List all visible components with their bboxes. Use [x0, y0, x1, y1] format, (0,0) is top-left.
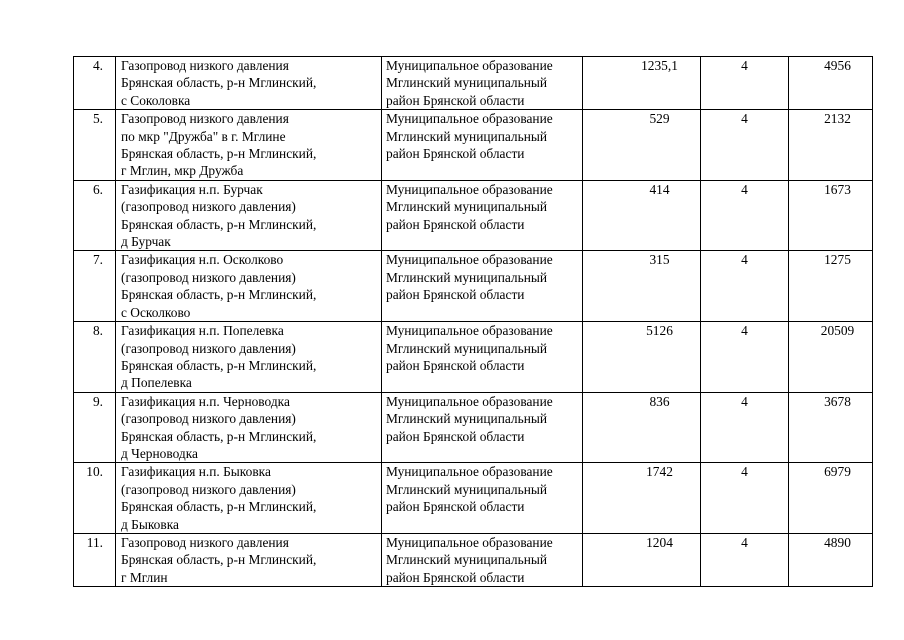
owner-line: Муниципальное образование [386, 111, 553, 127]
volume-cell: 2132 [789, 110, 873, 181]
owner-cell [382, 533, 583, 586]
row-number-cell: 7. [74, 251, 116, 322]
owner-line: Муниципальное образование [386, 464, 553, 480]
owner-cell [382, 322, 583, 393]
table-row [74, 251, 873, 322]
table-row [74, 533, 873, 586]
length-cell: 1235,1 [583, 57, 701, 110]
object-name-line: г Мглин, мкр Дружба [121, 163, 244, 179]
volume-cell: 6979 [789, 463, 873, 534]
length-cell: 529 [583, 110, 701, 181]
object-name-line: Газификация н.п. Осколково [121, 252, 284, 268]
row-number-cell: 10. [74, 463, 116, 534]
owner-line: Мглинский муниципальный [386, 75, 548, 91]
length-cell: 315 [583, 251, 701, 322]
owner-line: Муниципальное образование [386, 252, 553, 268]
volume-cell: 20509 [789, 322, 873, 393]
owner-line: Муниципальное образование [386, 393, 553, 409]
object-name-line: с Соколовка [121, 92, 191, 108]
owner-line: район Брянской области [386, 569, 525, 585]
owner-line: Мглинский муниципальный [386, 199, 548, 215]
object-name-line: по мкр "Дружба" в г. Мглине [121, 128, 286, 144]
row-number-cell: 11. [74, 533, 116, 586]
object-name-line: (газопровод низкого давления) [121, 199, 296, 215]
owner-line: Мглинский муниципальный [386, 481, 548, 497]
object-name-line: Брянская область, р-н Мглинский, [121, 75, 317, 91]
owner-line: район Брянской области [386, 287, 525, 303]
owner-cell [382, 110, 583, 181]
table-row [74, 392, 873, 463]
object-name-cell [116, 322, 382, 393]
owner-line: Муниципальное образование [386, 58, 553, 73]
row-number-cell: 5. [74, 110, 116, 181]
object-name-line: д Попелевка [121, 375, 192, 391]
object-name-line: с Осколково [121, 304, 191, 320]
object-name-line: Брянская область, р-н Мглинский, [121, 428, 317, 444]
pressure-cell: 4 [701, 322, 789, 393]
document-table [73, 56, 873, 587]
length-cell: 1204 [583, 533, 701, 586]
object-name-line: д Черноводка [121, 445, 198, 461]
owner-line: район Брянской области [386, 357, 525, 373]
object-name-line: Брянская область, р-н Мглинский, [121, 552, 317, 568]
object-name-cell [116, 180, 382, 251]
owner-cell [382, 392, 583, 463]
pressure-cell: 4 [701, 180, 789, 251]
volume-cell: 4956 [789, 57, 873, 110]
object-name-line: Брянская область, р-н Мглинский, [121, 216, 317, 232]
row-number-cell: 9. [74, 392, 116, 463]
object-name-cell [116, 533, 382, 586]
owner-line: Муниципальное образование [386, 323, 553, 339]
object-name-line: Газификация н.п. Черноводка [121, 393, 290, 409]
owner-line: район Брянской области [386, 428, 525, 444]
owner-line: Мглинский муниципальный [386, 340, 548, 356]
object-name-line: Газопровод низкого давления [121, 111, 289, 127]
volume-cell: 4890 [789, 533, 873, 586]
object-name-line: Брянская область, р-н Мглинский, [121, 499, 317, 515]
object-name-line: г Мглин [121, 569, 168, 585]
object-name-line: Газопровод низкого давления [121, 58, 289, 73]
owner-line: район Брянской области [386, 146, 525, 162]
owner-cell [382, 180, 583, 251]
volume-cell: 3678 [789, 392, 873, 463]
pressure-cell: 4 [701, 392, 789, 463]
object-name-line: (газопровод низкого давления) [121, 269, 296, 285]
table-row [74, 57, 873, 110]
table-row [74, 463, 873, 534]
object-name-line: (газопровод низкого давления) [121, 481, 296, 497]
owner-line: район Брянской области [386, 92, 525, 108]
owner-line: Муниципальное образование [386, 181, 553, 197]
row-number-cell: 6. [74, 180, 116, 251]
object-name-line: Брянская область, р-н Мглинский, [121, 287, 317, 303]
owner-line: Мглинский муниципальный [386, 552, 548, 568]
object-name-cell [116, 57, 382, 110]
object-name-line: Газификация н.п. Попелевка [121, 323, 284, 339]
object-name-line: (газопровод низкого давления) [121, 340, 296, 356]
owner-line: Мглинский муниципальный [386, 128, 548, 144]
object-name-cell [116, 463, 382, 534]
owner-line: Муниципальное образование [386, 534, 553, 550]
object-name-cell [116, 110, 382, 181]
object-name-cell [116, 251, 382, 322]
owner-cell [382, 251, 583, 322]
object-name-line: д Бурчак [121, 234, 171, 250]
owner-line: Мглинский муниципальный [386, 269, 548, 285]
pressure-cell: 4 [701, 533, 789, 586]
object-name-cell [116, 392, 382, 463]
volume-cell: 1673 [789, 180, 873, 251]
table-body [74, 57, 873, 587]
object-name-line: Брянская область, р-н Мглинский, [121, 146, 317, 162]
owner-line: Мглинский муниципальный [386, 411, 548, 427]
pressure-cell: 4 [701, 251, 789, 322]
row-number-cell: 4. [74, 57, 116, 110]
owner-cell [382, 57, 583, 110]
length-cell: 836 [583, 392, 701, 463]
volume-cell: 1275 [789, 251, 873, 322]
pressure-cell: 4 [701, 57, 789, 110]
row-number-cell: 8. [74, 322, 116, 393]
object-name-line: Газификация н.п. Бурчак [121, 181, 263, 197]
length-cell: 1742 [583, 463, 701, 534]
owner-cell [382, 463, 583, 534]
object-name-line: Газопровод низкого давления [121, 534, 289, 550]
pressure-cell: 4 [701, 110, 789, 181]
table-row [74, 322, 873, 393]
pressure-cell: 4 [701, 463, 789, 534]
object-name-line: Брянская область, р-н Мглинский, [121, 357, 317, 373]
owner-line: район Брянской области [386, 499, 525, 515]
object-name-line: (газопровод низкого давления) [121, 411, 296, 427]
owner-line: район Брянской области [386, 216, 525, 232]
table-row [74, 110, 873, 181]
length-cell: 414 [583, 180, 701, 251]
object-name-line: Газификация н.п. Быковка [121, 464, 271, 480]
length-cell: 5126 [583, 322, 701, 393]
table-row [74, 180, 873, 251]
object-name-line: д Быковка [121, 516, 179, 532]
